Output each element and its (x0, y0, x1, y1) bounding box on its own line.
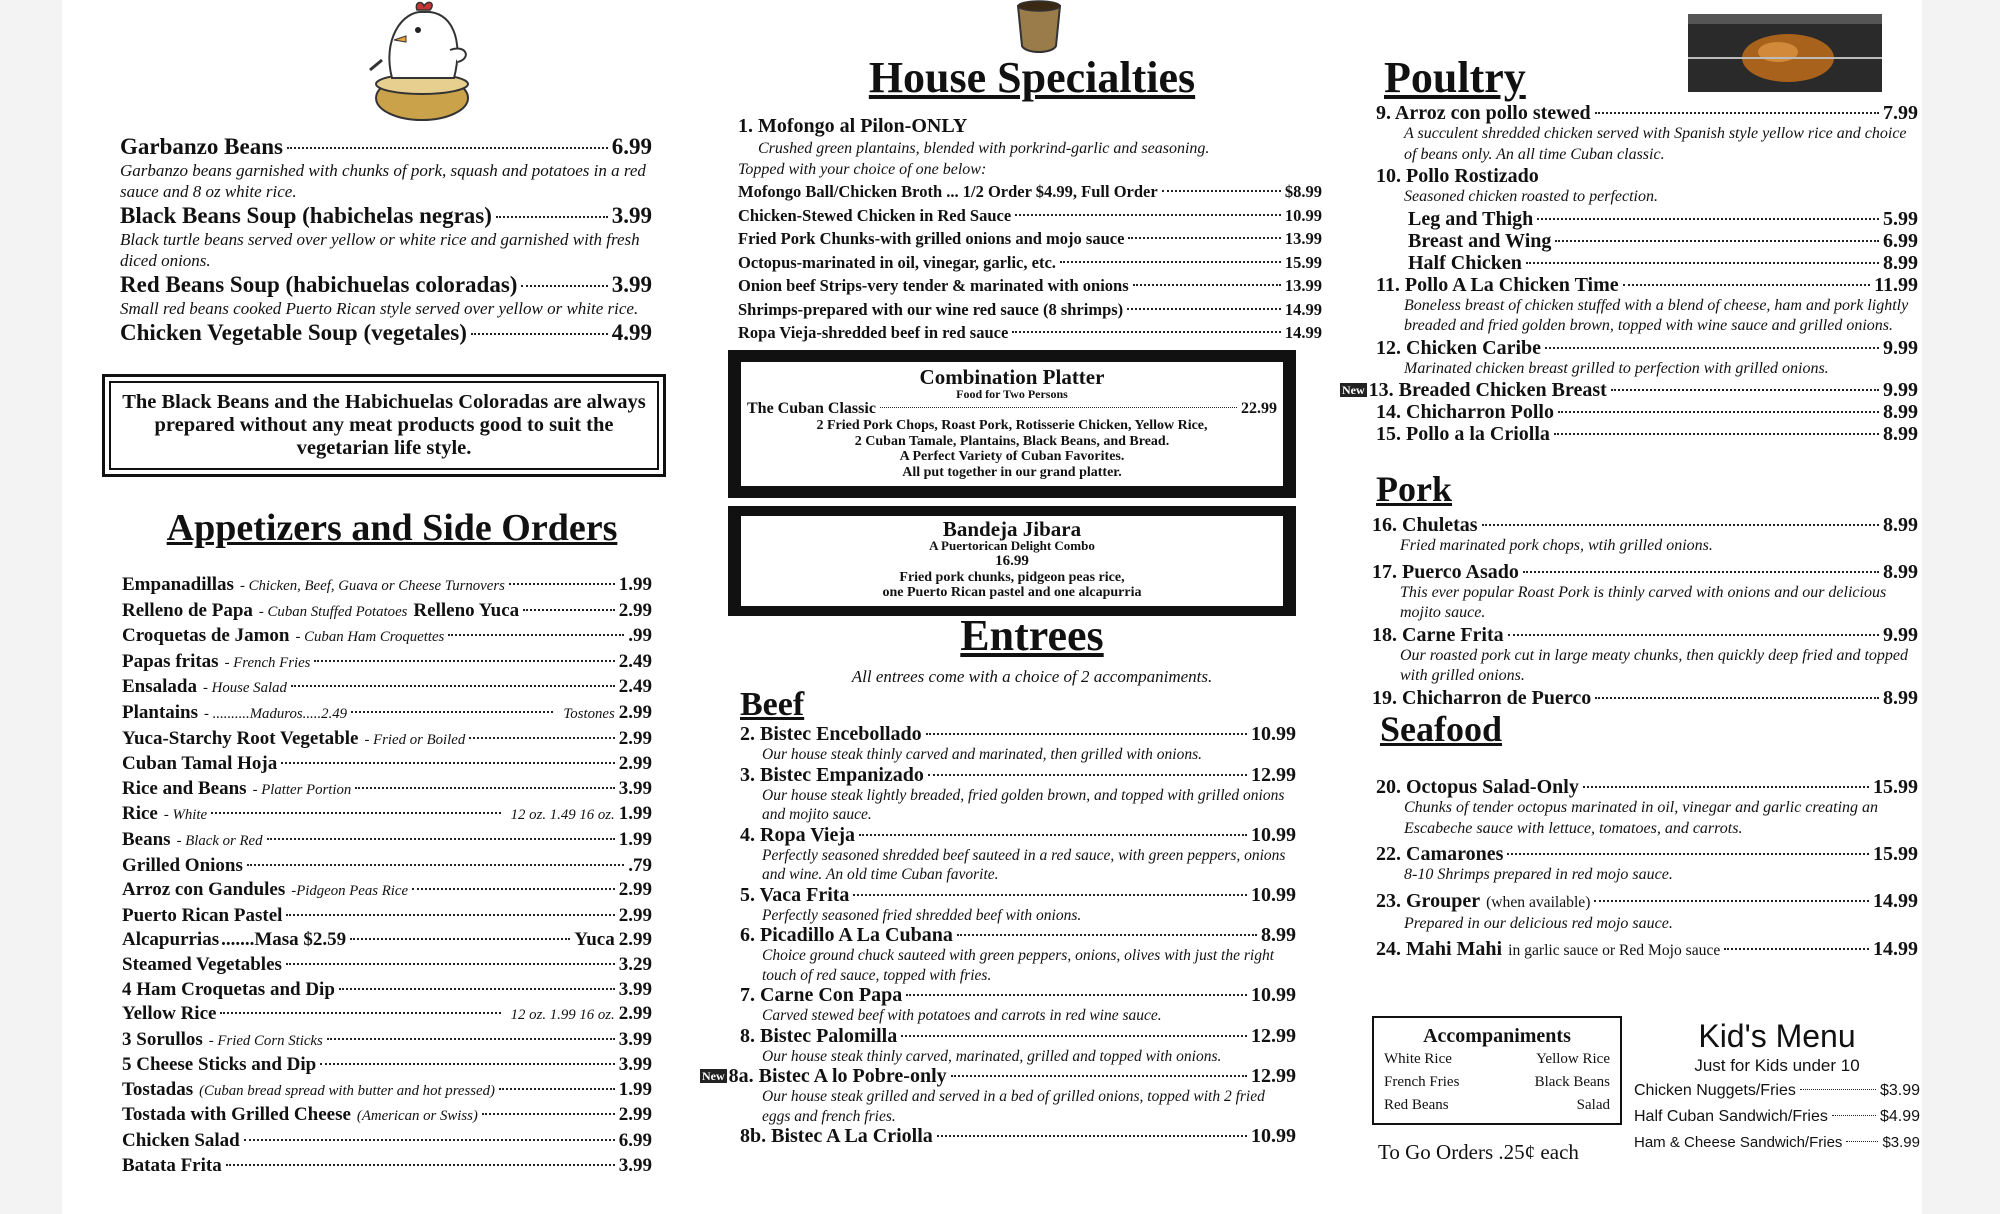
item-name: Breast and Wing (1408, 229, 1552, 252)
item-name: 3. Bistec Empanizado (740, 763, 924, 786)
list-item (122, 1053, 652, 1078)
item-name: 13. Breaded Chicken Breast (1368, 379, 1607, 401)
item-sub: (when available) (1486, 893, 1591, 911)
item-name: Half Chicken (1408, 251, 1522, 274)
item-name: 12. Chicken Caribe (1376, 336, 1541, 359)
item-name: Garbanzo Beans (120, 134, 283, 159)
kids-menu-title: Kid's Menu (1698, 1018, 1856, 1054)
accompaniment-item: French Fries (1384, 1074, 1460, 1090)
item-price: 8.99 (1883, 686, 1918, 709)
list-item (738, 298, 1322, 322)
item-sub: - Black or Red (176, 832, 263, 849)
item-price: 2.99 (618, 879, 652, 901)
list-item (1634, 1078, 1920, 1104)
soup-item (120, 272, 652, 319)
item-sub: - House Salad (202, 680, 287, 697)
new-badge: New (1342, 383, 1365, 397)
list-item (1376, 423, 1918, 445)
list-item (122, 1028, 652, 1054)
item-price: 14.99 (1873, 938, 1918, 960)
list-item (122, 701, 652, 727)
item-desc: Chunks of tender octopus marinated in oil, vinegar and garlic creating an Escabeche sauce with lettuce, tomatoes, and carrots. (1404, 799, 1879, 837)
list-item (122, 1103, 652, 1129)
item-price: 3.99 (611, 272, 652, 297)
list-item (122, 1154, 652, 1179)
menu-page (62, 0, 1922, 1214)
item-price: 10.99 (1251, 1125, 1296, 1147)
item-name: Yuca-Starchy Root Vegetable (122, 727, 359, 749)
item-desc: Small red beans cooked Puerto Rican style served over yellow or white rice. (120, 299, 639, 318)
item-sub: - Cuban Stuffed Potatoes (258, 603, 408, 620)
item-price: 13.99 (1284, 229, 1322, 248)
item-sub: - Fried Corn Sticks (208, 1032, 323, 1049)
list-item (122, 878, 652, 904)
item-price: 2.99 (618, 727, 652, 749)
item-desc: Our roasted pork cut in large meaty chunks, then quickly deep fried and topped with grilled onions. (1400, 646, 1909, 684)
list-item (122, 727, 652, 753)
list-item (1376, 843, 1918, 886)
item-name: 23. Grouper (1376, 889, 1481, 912)
rotisserie-chicken-photo (1688, 14, 1882, 92)
list-item (1634, 1104, 1920, 1130)
item-sub: - French Fries (224, 654, 311, 671)
item-price: $3.99 (1882, 1134, 1920, 1151)
item-price: 9.99 (1883, 336, 1918, 359)
item-price: 10.99 (1251, 883, 1296, 906)
combo-line: 2 Cuban Tamale, Plantains, Black Beans, and Bread. (854, 433, 1170, 449)
item-price: 12.99 (1251, 1065, 1296, 1087)
bandeja-jibara-box (728, 506, 1296, 616)
item-name: 10. Pollo Rostizado (1376, 165, 1539, 187)
item-name: Chicken Salad (122, 1130, 240, 1152)
item-name: Croquetas de Jamon (122, 625, 290, 647)
item-name: 9. Arroz con pollo stewed (1376, 102, 1591, 124)
item-name: Rice (122, 803, 158, 825)
item-price: 9.99 (1883, 379, 1918, 401)
house-specialties-title: House Specialties (868, 53, 1196, 102)
item-name: 8. Bistec Palomilla (740, 1024, 898, 1047)
list-item (122, 1002, 652, 1028)
to-go-note: To Go Orders .25¢ each (1378, 1140, 1579, 1164)
vegetarian-note: The Black Beans and the Habichuelas Coloradas are always prepared without any meat products good to suit the vegetarian life style. (122, 391, 646, 459)
list-item (1340, 379, 1918, 401)
list-item (122, 802, 652, 828)
item-price: 3.99 (618, 1028, 652, 1050)
list-item (740, 1026, 1296, 1067)
item-price: 2.99 (618, 1104, 652, 1126)
list-item (122, 854, 652, 879)
item-sub: - Chicken, Beef, Guava or Cheese Turnovers (239, 578, 505, 594)
list-item (122, 953, 652, 978)
item-extra: 12 oz. 1.49 16 oz. (510, 807, 615, 824)
item-desc: Seasoned chicken roasted to perfection. (1404, 188, 1658, 205)
item-name: 15. Pollo a la Criolla (1376, 423, 1550, 445)
list-item (1376, 890, 1918, 935)
item-name: Arroz con Gandules (122, 879, 286, 901)
item-name: Alcapurrias (122, 929, 220, 951)
list-item (738, 204, 1322, 228)
item-desc: Our house steak thinly carved and marinated, then grilled with onions. (762, 746, 1202, 763)
accompaniment-item: Black Beans (1534, 1074, 1610, 1090)
item-price: 2.99 (618, 753, 652, 775)
beef-title: Beef (740, 686, 805, 723)
pork-list (1372, 514, 1918, 709)
item-price: 1.99 (618, 574, 652, 595)
item-name: 17. Puerco Asado (1372, 560, 1519, 583)
item-price: 2.99 (618, 701, 652, 723)
item-name: Half Cuban Sandwich/Fries (1634, 1108, 1828, 1125)
item-name: 4. Ropa Vieja (740, 823, 855, 846)
item-sub: - Platter Portion (252, 781, 352, 798)
accompaniment-item: White Rice (1384, 1051, 1452, 1067)
item-name: Leg and Thigh (1408, 207, 1534, 230)
combo-subtitle: Food for Two Persons (956, 387, 1068, 401)
item-price: 3.99 (618, 978, 652, 1000)
list-item (1376, 337, 1918, 380)
list-item (740, 825, 1296, 885)
item-name: Chicken Vegetable Soup (vegetales) (120, 320, 467, 345)
list-item (1372, 561, 1918, 624)
poultry-list (1342, 102, 1918, 445)
list-item (122, 777, 652, 803)
item-extra: 12 oz. 1.99 16 oz. (510, 1007, 615, 1024)
list-item (122, 978, 652, 1003)
item-price: 2.49 (618, 650, 652, 672)
item-price: .79 (628, 854, 652, 876)
item-sub: .......Masa $2.59 (221, 929, 347, 951)
item-name: Shrimps-prepared with our wine red sauce (8 shrimps) (738, 299, 1124, 319)
item-name: Tostada with Grilled Cheese (122, 1104, 351, 1126)
mofongo-title: 1. Mofongo al Pilon-ONLY (738, 115, 968, 137)
item-name: 18. Carne Frita (1372, 623, 1504, 646)
entrees-note: All entrees come with a choice of 2 accompaniments. (851, 667, 1213, 686)
item-price: 10.99 (1284, 205, 1322, 225)
list-item (1372, 687, 1918, 709)
item-price: 15.99 (1284, 252, 1322, 272)
appetizers-title: Appetizers and Side Orders (166, 507, 618, 549)
item-sub: - ..........Maduros.....2.49 (204, 705, 348, 722)
item-price: 6.99 (611, 134, 652, 159)
list-item (122, 904, 652, 929)
item-name: Steamed Vegetables (122, 953, 282, 975)
item-desc: Our house steak grilled and served in a bed of grilled onions, topped with 2 fried eggs and french fries. (762, 1088, 1265, 1125)
list-item (1376, 401, 1918, 423)
item-price: 1.99 (618, 1078, 652, 1100)
item-name: 14. Chicharron Pollo (1376, 401, 1554, 423)
list-item (122, 624, 652, 650)
item-price: 3.99 (618, 1154, 652, 1176)
item-sub: (Cuban bread spread with butter and hot pressed) (199, 1082, 495, 1099)
list-item (700, 1066, 1296, 1126)
item-name: Plantains (122, 701, 199, 723)
list-item (1634, 1130, 1920, 1156)
item-name: 19. Chicharron de Puerco (1372, 686, 1592, 709)
item-desc: Perfectly seasoned fried shredded beef with onions. (762, 906, 1082, 924)
mofongo-topped: Topped with your choice of one below: (738, 161, 987, 178)
list-item (1372, 624, 1918, 687)
item-price: 2.99 (618, 599, 652, 621)
bandeja-line: Fried pork chunks, pidgeon peas rice, (899, 570, 1125, 585)
appetizers-list (122, 573, 652, 1178)
seafood-title: Seafood (1380, 709, 1503, 749)
combo-name: The Cuban Classic (747, 400, 876, 417)
item-price: 14.99 (1284, 323, 1322, 342)
list-item (1376, 208, 1918, 230)
list-item (122, 599, 652, 625)
item-name: 16. Chuletas (1372, 514, 1478, 536)
item-name: Chicken Nuggets/Fries (1634, 1082, 1796, 1099)
entrees-title: Entrees (960, 611, 1104, 660)
item-price: 1.99 (618, 828, 652, 850)
item-price: 15.99 (1873, 776, 1918, 798)
list-item (1376, 252, 1918, 274)
item-name: 5. Vaca Frita (740, 883, 850, 906)
list-item (1376, 165, 1918, 208)
item-price: 10.99 (1251, 823, 1296, 846)
item-name: Cuban Tamal Hoja (122, 753, 278, 775)
item-price: 6.99 (1883, 229, 1918, 252)
accompaniments-title: Accompaniments (1423, 1025, 1571, 1047)
list-item (122, 1129, 652, 1154)
new-badge: New (702, 1069, 725, 1083)
item-name: Puerto Rican Pastel (122, 904, 283, 926)
item-name: 7. Carne Con Papa (740, 984, 903, 1006)
item-price: 14.99 (1284, 299, 1322, 319)
item-desc: A succulent shredded chicken served with Spanish style yellow rice and choice of beans only. An all time Cuban classic. (1404, 125, 1907, 163)
item-price: 3.99 (618, 777, 652, 799)
combo-title: Combination Platter (919, 365, 1105, 389)
item-name: Grilled Onions (122, 854, 243, 876)
list-item (122, 928, 652, 953)
item-name: Ham & Cheese Sandwich/Fries (1634, 1134, 1843, 1151)
item-name: Octopus-marinated in oil, vinegar, garlic, etc. (738, 252, 1056, 272)
list-item (122, 828, 652, 854)
item-name: 20. Octopus Salad-Only (1376, 776, 1579, 798)
item-extra: Tostones (563, 705, 615, 722)
item-name: Red Beans Soup (habichuelas coloradas) (120, 272, 518, 297)
item-desc: Black turtle beans served over yellow or white rice and garnished with fresh diced onions. (120, 230, 640, 270)
item-sub: -Pidgeon Peas Rice (291, 883, 409, 900)
item-desc: This ever popular Roast Pork is thinly carved with onions and our delicious mojito sauce. (1400, 583, 1887, 621)
item-price: 8.99 (1883, 251, 1918, 274)
list-item (738, 227, 1322, 251)
item-price: .99 (628, 625, 652, 647)
list-item (740, 985, 1296, 1026)
item-desc: Fried marinated pork chops, wtih grilled onions. (1400, 537, 1713, 554)
item-name: Fried Pork Chunks-with grilled onions and mojo sauce (738, 229, 1125, 248)
item-price: 15.99 (1873, 843, 1918, 865)
item-name: Ensalada (122, 676, 197, 698)
item-desc: Our house steak lightly breaded, fried golden brown, and topped with grilled onions and mojito sauce. (762, 786, 1285, 823)
item-price: 12.99 (1251, 1024, 1296, 1047)
item-price: 8.99 (1883, 423, 1918, 445)
list-item (740, 1126, 1296, 1147)
mofongo-desc: Crushed green plantains, blended with porkrind-garlic and seasoning. (758, 140, 1210, 157)
combo-line: 2 Fried Pork Chops, Roast Pork, Rotisserie Chicken, Yellow Rice, (816, 418, 1208, 433)
item-price: 2.99 (618, 929, 652, 951)
item-price: 4.99 (611, 320, 652, 345)
item-sub: - White (163, 807, 208, 824)
soup-item (120, 134, 652, 202)
item-name: 3 Sorullos (122, 1028, 203, 1050)
list-item (740, 885, 1296, 926)
item-name: 6. Picadillo A La Cubana (740, 924, 953, 946)
item-name: Yellow Rice (122, 1003, 217, 1025)
item-desc: Choice ground chuck sauteed with green peppers, onions, olives with just the right touch of red sauce, topped with fries. (762, 947, 1275, 984)
item-price: $8.99 (1284, 182, 1322, 201)
accompaniments-box (1372, 1016, 1622, 1125)
list-item (738, 274, 1322, 298)
item-price: 2.49 (618, 676, 652, 698)
item-name: 24. Mahi Mahi (1376, 938, 1503, 960)
item-name: 22. Camarones (1376, 843, 1504, 865)
bandeja-subtitle: A Puertorican Delight Combo (929, 538, 1095, 553)
item-name: Batata Frita (122, 1154, 222, 1176)
item-price: 2.99 (618, 904, 652, 926)
combo-price: 22.99 (1241, 400, 1277, 417)
item-price: 9.99 (1883, 623, 1918, 646)
soups-section (120, 134, 652, 346)
item-desc: Garbanzo beans garnished with chunks of pork, squash and potatoes in a red sauce and 8 oz white rice. (120, 161, 646, 201)
item-desc: Perfectly seasoned shredded beef sauteed in a red sauce, with green peppers, onions and wine. An old time Cuban favorite. (762, 846, 1286, 883)
accompaniment-item: Red Beans (1384, 1097, 1449, 1113)
item-name: Ropa Vieja-shredded beef in red sauce (738, 323, 1009, 342)
beef-list (702, 723, 1296, 1147)
item-sub: in garlic sauce or Red Mojo sauce (1508, 942, 1721, 959)
item-price: 12.99 (1251, 763, 1296, 786)
item-name: Papas fritas (122, 650, 219, 672)
item-desc: Our house steak thinly carved, marinated, grilled and topped with onions. (762, 1047, 1222, 1065)
item-price: 8.99 (1883, 514, 1918, 536)
item-price: $3.99 (1879, 1082, 1920, 1099)
item-price: 7.99 (1883, 102, 1918, 124)
seafood-list (1376, 776, 1918, 962)
combination-platter-box (728, 350, 1296, 498)
list-item (1376, 776, 1918, 839)
item-name: Rice and Beans (122, 777, 247, 799)
chicken-pot-logo (362, 0, 482, 126)
item-price: 3.99 (618, 1054, 652, 1076)
list-item (738, 180, 1322, 204)
list-item (738, 251, 1322, 275)
item-name: Black Beans Soup (habichelas negras) (120, 203, 492, 228)
bandeja-line: one Puerto Rican pastel and one alcapurria (882, 585, 1142, 600)
list-item (122, 752, 652, 777)
item-name: 5 Cheese Sticks and Dip (122, 1054, 317, 1076)
item-name: Empanadillas (122, 574, 234, 595)
item-name: 8a. Bistec A lo Pobre-only (728, 1065, 947, 1087)
item-extra: Relleno Yuca (413, 599, 520, 621)
item-desc: 8-10 Shrimps prepared in red mojo sauce. (1404, 866, 1673, 883)
item-sub: - Cuban Ham Croquettes (295, 629, 445, 646)
list-item (740, 724, 1296, 765)
item-price: $4.99 (1879, 1108, 1920, 1125)
bandeja-title: Bandeja Jibara (942, 517, 1082, 541)
item-price: 3.29 (618, 953, 652, 975)
item-name: 2. Bistec Encebollado (740, 723, 922, 745)
item-name: Beans (122, 828, 171, 850)
item-name: 8b. Bistec A La Criolla (740, 1125, 933, 1147)
vegetarian-note-box (102, 374, 666, 477)
item-desc: Carved stewed beef with potatoes and carrots in red wine sauce. (762, 1007, 1162, 1024)
specialties-section (738, 114, 1322, 345)
poultry-title: Poultry (1384, 53, 1526, 102)
kids-menu-subtitle: Just for Kids under 10 (1694, 1056, 1860, 1075)
combo-line: All put together in our grand platter. (902, 464, 1122, 480)
item-name: Onion beef Strips-very tender & marinated with onions (738, 276, 1129, 295)
list-item (122, 573, 652, 599)
item-price: 8.99 (1883, 401, 1918, 423)
item-name: Chicken-Stewed Chicken in Red Sauce (738, 205, 1012, 225)
list-item (1376, 230, 1918, 252)
list-item (122, 650, 652, 676)
list-item (1376, 102, 1918, 165)
item-price: 1.99 (618, 803, 652, 825)
list-item (122, 1078, 652, 1104)
list-item (740, 925, 1296, 985)
accompaniment-item: Yellow Rice (1536, 1051, 1610, 1067)
item-price: 10.99 (1251, 984, 1296, 1006)
soup-item (120, 203, 652, 271)
kids-menu (1634, 1018, 1920, 1156)
item-sub: (American or Swiss) (356, 1108, 478, 1125)
list-item (1376, 938, 1918, 962)
list-item (122, 675, 652, 701)
item-desc: Marinated chicken breast grilled to perfection with grilled onions. (1404, 359, 1829, 377)
item-name: 4 Ham Croquetas and Dip (122, 978, 335, 1000)
item-desc: Prepared in our delicious red mojo sauce. (1404, 914, 1673, 932)
list-item (738, 321, 1322, 345)
list-item (1372, 514, 1918, 557)
accompaniment-item: Salad (1576, 1097, 1610, 1113)
pork-title: Pork (1376, 469, 1452, 509)
item-extra: Yuca (574, 929, 615, 951)
combo-line: A Perfect Variety of Cuban Favorites. (899, 449, 1125, 464)
item-price: 11.99 (1874, 273, 1918, 296)
item-price: 13.99 (1284, 276, 1322, 295)
item-desc: Boneless breast of chicken stuffed with a blend of cheese, ham and pork lightly breaded and fried golden brown, topped with wine sauce and grilled onions. (1404, 296, 1909, 334)
item-price: 8.99 (1883, 560, 1918, 583)
item-price: 8.99 (1261, 924, 1296, 946)
item-price: 10.99 (1251, 723, 1296, 745)
soup-item (120, 320, 652, 346)
list-item (740, 765, 1296, 825)
pot-icon (1012, 0, 1066, 56)
item-price: 3.99 (611, 203, 652, 228)
bandeja-price: 16.99 (995, 553, 1029, 569)
list-item (1376, 274, 1918, 337)
item-name: 11. Pollo A La Chicken Time (1376, 273, 1619, 296)
item-sub: - Fried or Boiled (364, 731, 466, 748)
item-name: Tostadas (122, 1078, 194, 1100)
item-name: Relleno de Papa (122, 599, 253, 621)
item-price: 14.99 (1873, 889, 1918, 912)
item-price: 5.99 (1883, 207, 1918, 230)
item-price: 6.99 (618, 1130, 652, 1152)
item-name: Mofongo Ball/Chicken Broth ... 1/2 Order $4.99, Full Order (738, 182, 1158, 201)
item-price: 2.99 (618, 1003, 652, 1025)
